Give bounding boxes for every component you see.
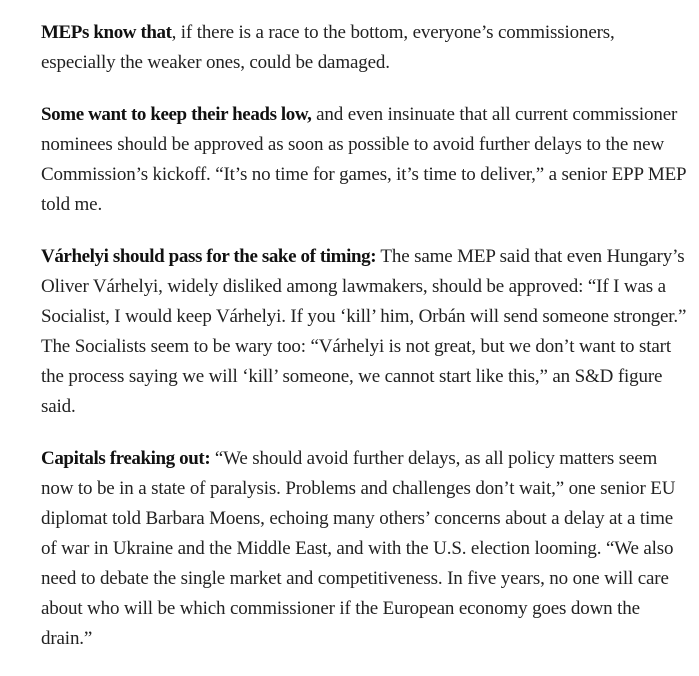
paragraph-lead: Várhelyi should pass for the sake of timing: [41,246,377,267]
paragraph-varhelyi [41,242,691,422]
article-body [41,18,691,676]
paragraph-lead: Capitals freaking out: [41,448,211,469]
paragraph-heads-low [41,100,691,220]
paragraph-lead: MEPs know that [41,22,172,43]
paragraph-lead: Some want to keep their heads low, [41,104,312,125]
paragraph-meps-know [41,18,691,78]
paragraph-text: “We should avoid further delays, as all policy matters seem now to be in a state of paralysis. Problems and challenges don’t wait,” one senior EU diplomat told Barbara Moens, echoing many others’ concerns about a delay at a time of war in Ukraine and the Middle East, and with the U.S. election looming. “We also need to debate the single market and competitiveness. In five years, no one will care about who will be which commissioner if the European economy goes down the drain.” [41,448,676,649]
paragraph-text: The same MEP said that even Hungary’s Oliver Várhelyi, widely disliked among lawmakers, should be approved: “If I was a Socialist, I would keep Várhelyi. If you ‘kill’ him, Orbán will send someone stronger.” The Socialists seem to be wary too: “Várhelyi is not great, but we don’t want to start the process saying we will ‘kill’ someone, we cannot start like this,” an S&D figure said. [41,246,687,417]
paragraph-text: , if there is a race to the bottom, everyone’s commissioners, especially the weaker ones, could be damaged. [41,22,615,73]
paragraph-capitals [41,444,691,654]
paragraph-text: and even insinuate that all current commissioner nominees should be approved as soon as possible to avoid further delays to the new Commission’s kickoff. “It’s no time for games, it’s time to deliver,” a senior EPP MEP told me. [41,104,686,215]
